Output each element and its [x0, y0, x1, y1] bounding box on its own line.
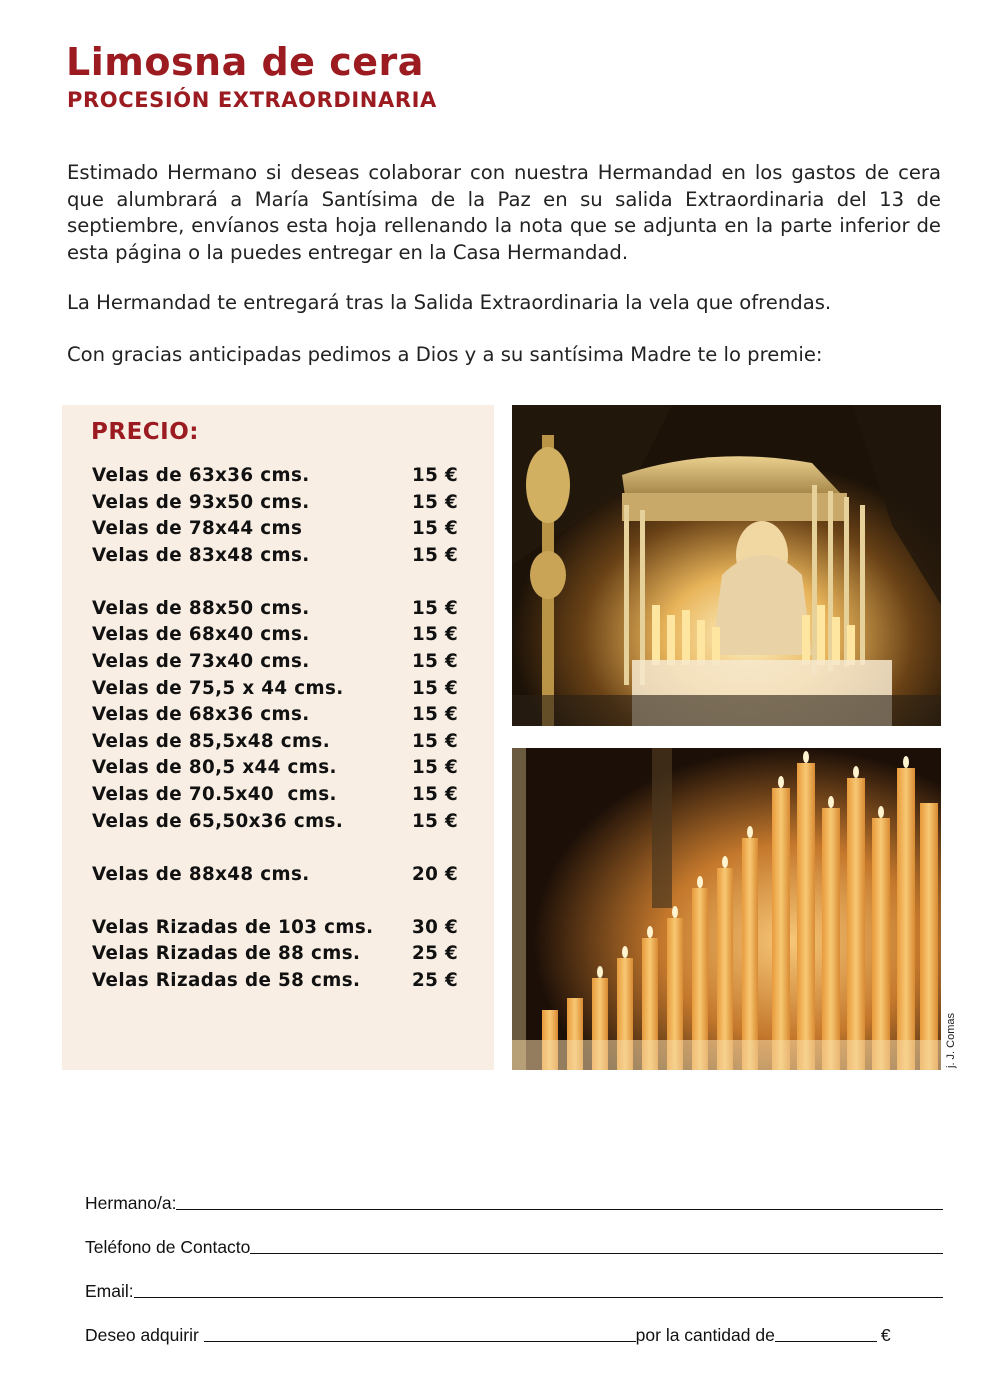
- procession-float-photo: [512, 405, 941, 726]
- price-row: [92, 862, 472, 889]
- currency-symbol: €: [880, 1325, 891, 1345]
- hermano-label: Hermano/a:: [85, 1193, 177, 1213]
- price-row: [92, 596, 472, 623]
- email-field[interactable]: [134, 1297, 943, 1298]
- candle-size: Velas de 85,5x48 cms.: [92, 730, 331, 752]
- telefono-field[interactable]: [250, 1253, 943, 1254]
- price-group: [92, 596, 472, 835]
- candle-price: 15 €: [412, 651, 459, 673]
- page-subtitle: PROCESIÓN EXTRAORDINARIA: [67, 88, 437, 112]
- candle-price: 20 €: [412, 863, 459, 885]
- email-label: Email:: [85, 1281, 134, 1301]
- candle-size: Velas Rizadas de 58 cms.: [92, 970, 361, 991]
- email-row: [85, 1258, 943, 1302]
- candle-size: Velas Rizadas de 103 cms.: [92, 916, 374, 938]
- price-list: [92, 463, 472, 1021]
- candle-price: 15 €: [412, 518, 459, 540]
- candle-price: 15 €: [412, 544, 459, 566]
- candle-price: 30 €: [412, 916, 459, 938]
- cantidad-label: por la cantidad de: [635, 1325, 775, 1345]
- candle-price: 15 €: [412, 677, 459, 699]
- candles-photo: [512, 748, 941, 1070]
- photo-credit: j. J. Comas: [945, 1012, 957, 1068]
- candle-price: 15 €: [412, 757, 459, 779]
- candle-price: 15 €: [412, 465, 459, 486]
- price-row: [92, 729, 472, 756]
- price-heading: PRECIO:: [91, 419, 199, 445]
- price-row: [92, 941, 472, 968]
- candle-size: Velas de 73x40 cms.: [92, 651, 310, 673]
- price-row: [92, 649, 472, 676]
- candle-size: Velas de 68x40 cms.: [92, 624, 310, 646]
- candle-size: Velas de 70.5x40 cms.: [92, 784, 337, 806]
- deseo-row: [85, 1302, 943, 1346]
- price-row: [92, 676, 472, 703]
- candle-price: 15 €: [412, 491, 459, 513]
- candle-size: Velas de 88x50 cms.: [92, 597, 310, 619]
- price-group: [92, 463, 472, 569]
- candle-size: Velas de 68x36 cms.: [92, 704, 310, 726]
- candle-size: Velas Rizadas de 88 cms.: [92, 943, 361, 965]
- telefono-label: Teléfono de Contacto: [85, 1237, 251, 1257]
- candle-size: Velas de 65,50x36 cms.: [92, 810, 344, 832]
- candle-price: 15 €: [412, 624, 459, 646]
- hermano-row: [85, 1170, 943, 1214]
- candle-price: 25 €: [412, 970, 459, 991]
- price-row: [92, 463, 472, 490]
- price-row: [92, 490, 472, 517]
- candle-price: 25 €: [412, 943, 459, 965]
- page-title: Limosna de cera: [66, 40, 424, 84]
- price-row: [92, 622, 472, 649]
- deseo-label: Deseo adquirir: [85, 1325, 204, 1345]
- price-row: [92, 782, 472, 809]
- candle-size: Velas de 78x44 cms: [92, 518, 303, 540]
- candle-size: Velas de 75,5 x 44 cms.: [92, 677, 344, 699]
- price-row: [92, 915, 472, 942]
- hermano-field[interactable]: [176, 1209, 943, 1210]
- price-group: [92, 862, 472, 889]
- telefono-row: [85, 1214, 943, 1258]
- price-row: [92, 809, 472, 836]
- candle-size: Velas de 88x48 cms.: [92, 863, 310, 885]
- candle-price: 15 €: [412, 597, 459, 619]
- order-form: [85, 1170, 943, 1346]
- price-row: [92, 702, 472, 729]
- candle-size: Velas de 80,5 x44 cms.: [92, 757, 337, 779]
- price-panel: [62, 405, 494, 1070]
- candle-size: Velas de 63x36 cms.: [92, 465, 310, 486]
- candle-price: 15 €: [412, 810, 459, 832]
- price-row: [92, 968, 472, 995]
- price-row: [92, 755, 472, 782]
- thanks-paragraph: Con gracias anticipadas pedimos a Dios y a su santísima Madre te lo premie:: [67, 343, 823, 366]
- quantity-field[interactable]: [775, 1341, 877, 1342]
- item-field[interactable]: [204, 1341, 636, 1342]
- candle-size: Velas de 93x50 cms.: [92, 491, 310, 513]
- candle-price: 15 €: [412, 704, 459, 726]
- price-row: [92, 543, 472, 570]
- candle-price: 15 €: [412, 730, 459, 752]
- intro-paragraph: Estimado Hermano si deseas colaborar con nuestra Hermandad en los gastos de cera que alumbrará a María Santísima de la Paz en su salida Extraordinaria del 13 de septiembre, envíanos esta hoja rellenando la nota que se adjunta en la parte inferior de esta página o la puedes entregar en la Casa Hermandad.: [67, 161, 941, 264]
- candle-size: Velas de 83x48 cms.: [92, 544, 310, 566]
- price-group: [92, 915, 472, 995]
- candle-price: 15 €: [412, 784, 459, 806]
- delivery-paragraph: La Hermandad te entregará tras la Salida Extraordinaria la vela que ofrendas.: [67, 291, 832, 314]
- price-row: [92, 516, 472, 543]
